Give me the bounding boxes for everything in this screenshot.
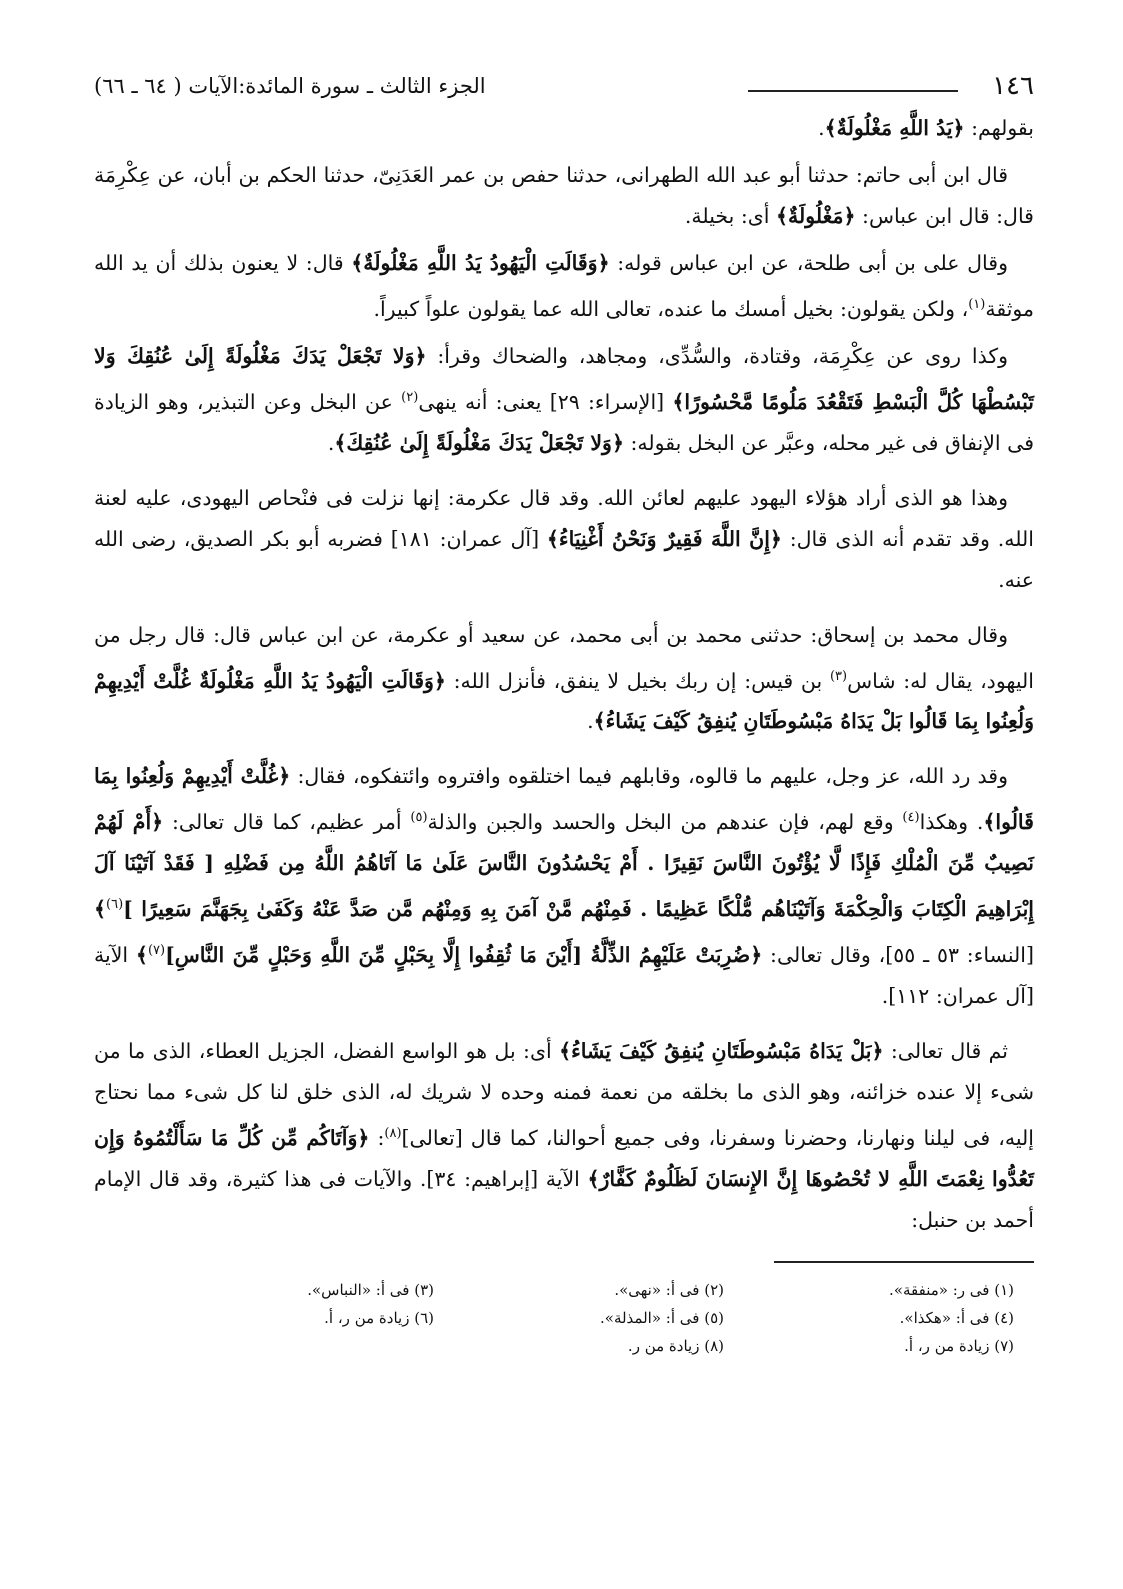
text-run: أى: بل هو الواسع الفضل، الجزيل العطاء، الذى ما من شىء إلا عنده خزائنه، وهو الذى ما بخلقه من نعمة فمنه وحده لا شريك له، الذى خلق لنا كل شىء مما نحتاج إليه، فى ليلنا ونهارنا، وحضرنا وسفرنا، وفى جميع أحوالنا، كما قال [تعالى] xyxy=(94,1038,1034,1150)
footnote: (٢) فى أ: «نهى». xyxy=(614,1280,724,1299)
text-run: [الإسراء: ٢٩] يعنى: أنه ينهى xyxy=(418,389,673,414)
footnote: (٨) زيادة من ر. xyxy=(627,1336,724,1355)
footnote: (٥) فى أ: «المذلة». xyxy=(600,1308,724,1327)
footnote: (٦) زيادة من ر، أ. xyxy=(324,1308,434,1327)
text-run: قال ابن أبى حاتم: حدثنا أبو عبد الله الطهرانى، حدثنا حفص بن عمر العَدَنِىّ، حدثنا الحكم بن أبان، عن عِكْرِمَة قال: قال ابن عباس: xyxy=(94,163,1034,228)
text-run: . xyxy=(818,116,825,140)
text-run: قال: لا يعنون بذلك أن يد الله موثقة xyxy=(94,251,1034,321)
quran-quote: ﴿بَلْ يَدَاهُ مَبْسُوطَتَانِ يُنفِقُ كَيْفَ يَشَاءُ﴾ xyxy=(559,1038,884,1063)
quran-quote: ﴾ xyxy=(135,942,148,967)
paragraph xyxy=(94,478,1034,601)
footnote-divider xyxy=(774,1261,1034,1263)
text-run: بن قيس: إن ربك بخيل لا ينفق، فأنزل الله: xyxy=(445,668,830,693)
footnote-ref: (٨) xyxy=(384,1125,402,1141)
text-run: وقال محمد بن إسحاق: حدثنى محمد بن أبى محمد، عن سعيد أو عكرمة، عن ابن عباس قال: قال رجل من اليهود، يقال له: شاس xyxy=(94,622,1034,693)
text-run: الآية [آل عمران: ١١٢]. xyxy=(94,942,1034,1008)
text-run: أمر عظيم، كما قال تعالى: xyxy=(163,810,411,835)
text-run: وقال على بن أبى طلحة، عن ابن عباس قوله: xyxy=(609,251,1008,275)
page-header xyxy=(94,66,1034,106)
text-run: بقولهم: xyxy=(964,116,1034,140)
paragraph xyxy=(94,108,1034,149)
text-run: ثم قال تعالى: xyxy=(883,1038,1008,1063)
text-run: وهذا هو الذى أراد هؤلاء اليهود عليهم لعائن الله. وقد قال عكرمة: إنها نزلت فى فنْحاص اليهودى، عليه لعنة الله. وقد تقدم أنه الذى قال: xyxy=(94,485,1034,551)
text-run: . xyxy=(327,430,335,455)
paragraph xyxy=(94,336,1034,464)
text-run: [آل عمران: ١٨١] فضربه أبو بكر الصديق، رضى الله عنه. xyxy=(94,526,1034,592)
text-run: وقد رد الله، عز وجل، عليهم ما قالوه، وقابلهم فيما اختلقوه وافتروه وائتفكوه، فقال: xyxy=(290,764,1008,789)
quran-quote: ﴿وَلا تَجْعَلْ يَدَكَ مَغْلُولَةً إِلَىٰ عُنُقِكَ﴾ xyxy=(334,430,624,455)
quran-quote: ﴿إِنَّ اللَّهَ فَقِيرٌ وَنَحْنُ أَغْنِيَاءُ﴾ xyxy=(546,526,782,551)
text-run: الآية [إبراهيم: ٣٤]. والآيات فى هذا كثيرة، وقد قال الإمام أحمد بن حنبل: xyxy=(94,1166,1034,1232)
main-text xyxy=(94,108,1034,1241)
text-run: أى: بخيلة. xyxy=(684,204,777,228)
footnote-ref: (٦) xyxy=(106,897,124,913)
header-rule xyxy=(748,90,958,92)
footnote: (٧) زيادة من ر، أ. xyxy=(904,1336,1014,1355)
footnote-ref: (٥) xyxy=(410,810,428,826)
page-number: ١٤٦ xyxy=(992,71,1034,101)
text-run: : xyxy=(369,1125,385,1150)
quran-quote: ﴿مَغْلُولَةٌ﴾ xyxy=(776,204,856,228)
quran-quote: ﴿وَلا تَجْعَلْ يَدَكَ مَغْلُولَةً إِلَىٰ عُنُقِكَ وَلا تَبْسُطْهَا كُلَّ الْبَسْطِ فَتَقْعُدَ مَلُومًا مَّحْسُورًا﴾ xyxy=(94,343,1034,414)
quran-quote: ﴿ضُرِبَتْ عَلَيْهِمُ الذِّلَّةُ [أَيْنَ مَا ثُقِفُوا إِلَّا بِحَبْلٍ مِّنَ اللَّهِ وَحَبْلٍ مِّنَ النَّاسِ] xyxy=(165,942,763,967)
quran-quote: ﴿وَقَالَتِ الْيَهُودُ يَدُ اللَّهِ مَغْلُولَةٌ﴾ xyxy=(351,251,610,275)
running-head: الجزء الثالث ـ سورة المائدة:الآيات ( ٦٤ ـ ٦٦) xyxy=(94,74,486,98)
footnote-ref: (٧) xyxy=(147,943,166,959)
quran-quote: ﴿وَآتَاكُم مِّن كُلِّ مَا سَأَلْتُمُوهُ وَإِن تَعُدُّوا نِعْمَتَ اللَّهِ لا تُحْصُوهَا إِنَّ الإِنسَانَ لَظَلُومٌ كَفَّارٌ﴾ xyxy=(94,1125,1035,1191)
quran-quote: ﴾ xyxy=(94,897,107,922)
footnote-ref: (٣) xyxy=(829,668,848,684)
footnote: (٤) فى أ: «هكذا». xyxy=(899,1308,1014,1327)
paragraph xyxy=(94,1031,1034,1241)
paragraph xyxy=(94,615,1034,743)
footnotes xyxy=(94,1279,1034,1357)
quran-quote: ﴿أَمْ لَهُمْ نَصِيبٌ مِّنَ الْمُلْكِ فَإِذًا لَّا يُؤْتُونَ النَّاسَ نَقِيرًا . أَمْ يَحْسُدُونَ النَّاسَ عَلَىٰ مَا آتَاهُمُ اللَّهُ مِن فَضْلِهِ [ فَقَدْ آتَيْنَا آلَ إِبْرَاهِيمَ الْكِتَابَ وَالْحِكْمَةَ وَآتَيْنَاهُم مُّلْكًا عَظِيمًا . فَمِنْهُم مَّنْ آمَنَ بِهِ وَمِنْهُم مَّن صَدَّ عَنْهُ وَكَفَىٰ بِجَهَنَّمَ سَعِيرًا ] xyxy=(94,810,1034,922)
quran-quote: ﴿يَدُ اللَّهِ مَغْلُولَةٌ﴾ xyxy=(824,116,965,140)
paragraph xyxy=(94,756,1034,1016)
quran-quote: ﴿غُلَّتْ أَيْدِيهِمْ وَلُعِنُوا بِمَا قَالُوا﴾ xyxy=(94,764,1034,835)
footnote-ref: (١) xyxy=(968,297,986,312)
paragraph xyxy=(94,155,1034,237)
text-run: . xyxy=(587,709,594,734)
footnote: (١) فى ر: «منفقة». xyxy=(889,1280,1014,1299)
footnote-ref: (٢) xyxy=(401,389,419,405)
text-run: ، ولكن يقولون: بخيل أمسك ما عنده، تعالى الله عما يقولون علواً كبيراً. xyxy=(373,296,969,321)
text-run: عن البخل وعن التبذير، وهو الزيادة فى الإنفاق فى غير محله، وعبَّر عن البخل بقوله: xyxy=(94,389,1034,455)
document-page xyxy=(94,66,1034,1357)
text-run: . وهكذا xyxy=(919,810,984,835)
text-run: [النساء: ٥٣ ـ ٥٥]، وقال تعالى: xyxy=(762,942,1034,967)
footnote: (٣) فى أ: «النباس». xyxy=(307,1280,434,1299)
text-run: وكذا روى عن عِكْرِمَة، وقتادة، والسُّدِّى، ومجاهد، والضحاك وقرأ: xyxy=(426,343,1008,368)
text-run: وقع لهم، فإن عندهم من البخل والحسد والجبن والذلة xyxy=(427,810,903,835)
paragraph xyxy=(94,243,1034,330)
quran-quote: ﴿وَقَالَتِ الْيَهُودُ يَدُ اللَّهِ مَغْلُولَةٌ غُلَّتْ أَيْدِيهِمْ وَلُعِنُوا بِمَا قَالُوا بَلْ يَدَاهُ مَبْسُوطَتَانِ يُنفِقُ كَيْفَ يَشَاءُ﴾ xyxy=(94,668,1034,734)
footnote-ref: (٤) xyxy=(902,810,920,826)
